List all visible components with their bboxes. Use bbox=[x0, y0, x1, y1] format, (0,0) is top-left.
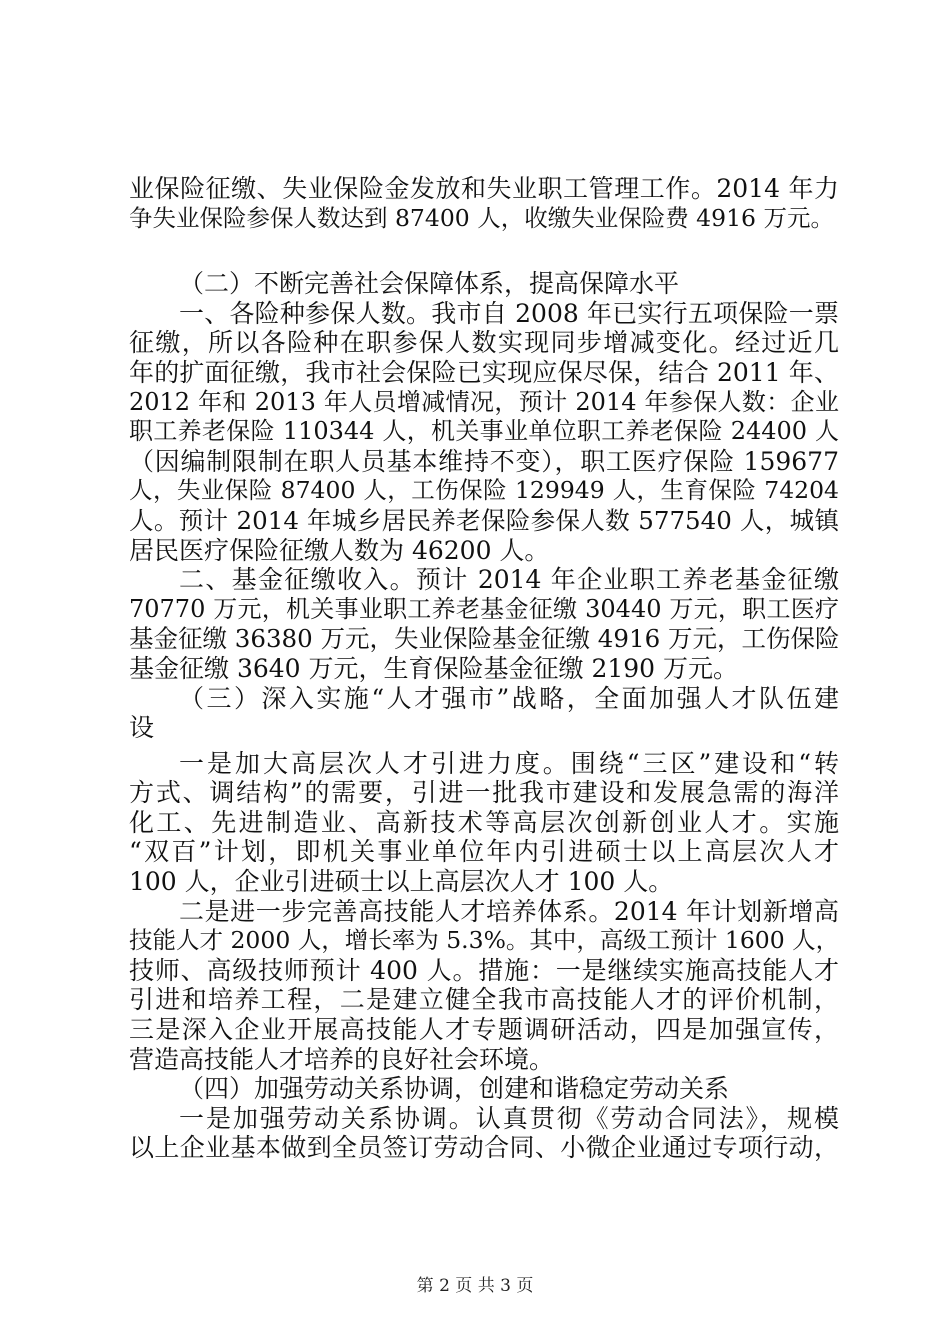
page-number-footer: 第 2 页 共 3 页 bbox=[416, 1276, 534, 1296]
text-line: 三是深入企业开展高技能人才专题调研活动，四是加强宣传， bbox=[129, 1015, 839, 1045]
text-line: 年的扩面征缴，我市社会保险已实现应保尽保，结合 2011 年、 bbox=[129, 357, 839, 387]
section-heading-continued: 设 bbox=[129, 713, 155, 743]
text-line: （因编制限制在职人员基本维持不变），职工医疗保险 159677 bbox=[129, 446, 839, 476]
text-line: 争失业保险参保人数达到 87400 人，收缴失业保险费 4916 万元。 bbox=[129, 203, 834, 232]
text-line: 100 人，企业引进硕士以上高层次人才 100 人。 bbox=[129, 867, 674, 897]
text-line: 技师、高级技师预计 400 人。措施：一是继续实施高技能人才 bbox=[129, 955, 839, 985]
text-line: 一是加强劳动关系协调。认真贯彻《劳动合同法》，规模 bbox=[179, 1103, 839, 1133]
section-heading: （三）深入实施“人才强市”战略，全面加强人才队伍建 bbox=[179, 683, 839, 713]
text-line: 人，失业保险 87400 人，工伤保险 129949 人，生育保险 74204 bbox=[129, 476, 839, 505]
text-line: 人。预计 2014 年城乡居民养老保险参保人数 577540 人，城镇 bbox=[129, 505, 839, 535]
paragraph-gap bbox=[129, 233, 839, 269]
text-line: 基金征缴 36380 万元，失业保险基金征缴 4916 万元，工伤保险 bbox=[129, 624, 840, 654]
text-line: 2012 年和 2013 年人员增减情况，预计 2014 年参保人数：企业 bbox=[129, 387, 839, 416]
text-line: 技能人才 2000 人，增长率为 5.3%。其中，高级工预计 1600 人， bbox=[129, 926, 840, 955]
text-line: 70770 万元，机关事业职工养老基金征缴 30440 万元，职工医疗 bbox=[129, 594, 839, 623]
section-heading: （四）加强劳动关系协调，创建和谐稳定劳动关系 bbox=[179, 1074, 730, 1104]
text-line: 方式、调结构”的需要，引进一批我市建设和发展急需的海洋 bbox=[129, 778, 839, 808]
text-line: 征缴，所以各险种在职参保人数实现同步增减变化。经过近几 bbox=[129, 328, 839, 358]
text-line: 居民医疗保险征缴人数为 46200 人。 bbox=[129, 535, 550, 565]
text-line: 以上企业基本做到全员签订劳动合同、小微企业通过专项行动， bbox=[129, 1133, 839, 1163]
text-line: 一是加大高层次人才引进力度。围绕“三区”建设和“转 bbox=[179, 748, 839, 778]
text-line: 二、基金征缴收入。预计 2014 年企业职工养老基金征缴 bbox=[179, 565, 839, 595]
text-line: 业保险征缴、失业保险金发放和失业职工管理工作。2014 年力 bbox=[129, 174, 839, 203]
text-line: “双百”计划，即机关事业单位年内引进硕士以上高层次人才 bbox=[129, 837, 839, 867]
text-line: 一、各险种参保人数。我市自 2008 年已实行五项保险一票 bbox=[179, 298, 839, 328]
text-line: 化工、先进制造业、高新技术等高层次创新创业人才。实施 bbox=[129, 807, 839, 837]
document-body bbox=[129, 174, 839, 1163]
text-line: 基金征缴 3640 万元，生育保险基金征缴 2190 万元。 bbox=[129, 653, 739, 683]
text-line: 营造高技能人才培养的良好社会环境。 bbox=[129, 1044, 555, 1074]
text-line: 二是进一步完善高技能人才培养体系。2014 年计划新增高 bbox=[179, 896, 839, 926]
text-line: 引进和培养工程，二是建立健全我市高技能人才的评价机制， bbox=[129, 985, 839, 1015]
text-line: 职工养老保险 110344 人，机关事业单位职工养老保险 24400 人 bbox=[129, 417, 839, 446]
section-heading: （二）不断完善社会保障体系，提高保障水平 bbox=[179, 269, 680, 299]
